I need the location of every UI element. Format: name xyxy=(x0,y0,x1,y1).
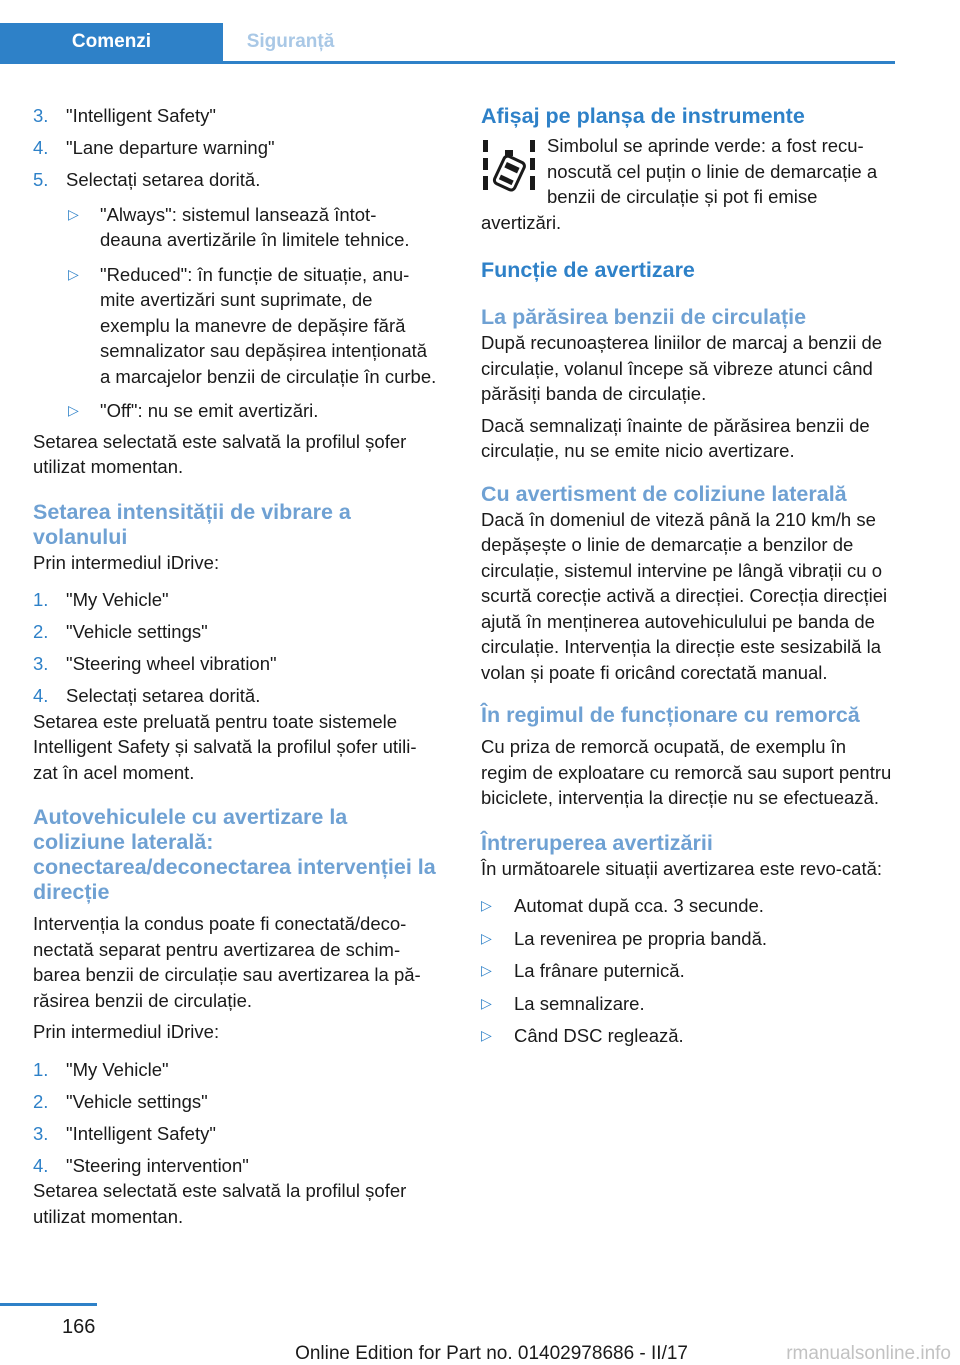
option-text: "Reduced": în funcție de situație, anu‐mite avertizări sunt suprimate, de exemplu la manevre de depășire fără semnalizator sau depășirea intenționată a marcajelor benzii de circulație în curbe. xyxy=(100,263,437,387)
step-number: 4. xyxy=(33,685,49,706)
list-item xyxy=(33,167,437,193)
triangle-bullet-icon: ▷ xyxy=(481,1027,492,1043)
list-item xyxy=(33,135,437,161)
option-text: "Always": sistemul lansează întot‐deauna avertizările în limitele tehnice. xyxy=(100,203,410,250)
triangle-bullet-icon: ▷ xyxy=(68,205,79,222)
step-number: 2. xyxy=(33,621,49,642)
section-heading: Funcție de avertizare xyxy=(481,258,695,282)
list-text: Când DSC reglează. xyxy=(514,1025,684,1046)
step-text: "Steering wheel vibration" xyxy=(66,653,277,674)
step-number: 4. xyxy=(33,137,49,158)
subsection-heading: La părăsirea benzii de circulație xyxy=(481,305,807,329)
step-number: 1. xyxy=(33,1058,49,1080)
left-column xyxy=(33,103,437,1235)
list-item xyxy=(481,893,897,919)
list-text: La frânare puternică. xyxy=(514,960,685,981)
edition-note: Online Edition for Part no. 01402978686 - II/17 xyxy=(295,1343,688,1364)
step-number: 1. xyxy=(33,589,49,610)
list-item xyxy=(481,1023,897,1049)
list-text: La revenirea pe propria bandă. xyxy=(514,927,768,949)
subsection-heading: În regimul de funcționare cu remorcă xyxy=(481,703,860,727)
paragraph: Setarea selectată este salvată la profilul șofer utilizat momentan. xyxy=(33,1180,407,1227)
header-tabs xyxy=(0,23,895,64)
list-item xyxy=(33,1121,437,1147)
paragraph: În următoarele situații avertizarea este revo‐cată: xyxy=(481,857,883,879)
section-heading: Setarea intensității de vibrare a volanului xyxy=(33,499,351,549)
paragraph: Cu priza de remorcă ocupată, de exemplu în regim de exploatare cu remorcă sau suport pentru biciclete, intervenția la direcție nu se efectuează. xyxy=(481,736,892,808)
tab-comenzi[interactable]: Comenzi xyxy=(0,23,223,61)
subsection-heading: Cu avertisment de coliziune laterală xyxy=(481,481,847,506)
list-item xyxy=(33,587,437,613)
paragraph: Prin intermediul iDrive: xyxy=(33,1021,220,1042)
option-item xyxy=(33,202,437,253)
list-item xyxy=(33,619,437,645)
step-number: 4. xyxy=(33,1154,49,1176)
triangle-bullet-icon: ▷ xyxy=(481,929,492,946)
paragraph: Prin intermediul iDrive: xyxy=(33,551,220,573)
option-item xyxy=(33,398,437,424)
list-item xyxy=(33,1089,437,1115)
step-text: "Vehicle settings" xyxy=(66,1090,208,1112)
triangle-bullet-icon: ▷ xyxy=(68,265,79,282)
paragraph: După recunoașterea liniilor de marcaj a benzii de circulație, volanul începe să vibreze atunci când părăsiți banda de circulație. xyxy=(481,332,883,404)
step-number: 2. xyxy=(33,1090,49,1112)
section-heading: Afișaj pe planșa de instrumente xyxy=(481,104,805,128)
triangle-bullet-icon: ▷ xyxy=(481,897,492,913)
step-number: 3. xyxy=(33,653,49,674)
lane-departure-icon xyxy=(481,136,537,194)
list-text: La semnalizare. xyxy=(514,992,645,1014)
list-item xyxy=(33,651,437,677)
paragraph: Dacă semnalizați înainte de părăsirea benzii de circulație, nu se emite nicio avertizare. xyxy=(481,414,870,461)
tab-siguranta[interactable]: Siguranță xyxy=(246,31,335,52)
step-number: 3. xyxy=(33,105,49,126)
list-item xyxy=(33,683,437,709)
step-text: "Vehicle settings" xyxy=(66,621,208,642)
section-heading: Autovehiculele cu avertizare la coliziune laterală: conectarea/deconectarea intervenției la direcție xyxy=(33,805,436,904)
list-item xyxy=(481,991,897,1017)
list-text: Automat după cca. 3 secunde. xyxy=(514,895,764,916)
list-item xyxy=(481,958,897,984)
step-text: "My Vehicle" xyxy=(66,1058,169,1080)
watermark: rmanualsonline.info xyxy=(786,1343,951,1364)
paragraph: Intervenția la condus poate fi conectată/deco‐nectată separat pentru avertizarea de schim‐barea benzii de circulație sau avertizarea la pă‐răsirea benzii de circulație. xyxy=(33,913,421,1011)
step-text: Selectați setarea dorită. xyxy=(66,685,261,706)
step-number: 3. xyxy=(33,1122,49,1144)
step-text: "Intelligent Safety" xyxy=(66,1122,216,1144)
step-text: "Intelligent Safety" xyxy=(66,105,216,126)
subsection-heading: Întreruperea avertizării xyxy=(481,830,713,855)
triangle-bullet-icon: ▷ xyxy=(481,962,492,978)
step-number: 5. xyxy=(33,169,49,190)
step-text: "Steering intervention" xyxy=(66,1154,249,1176)
step-text: "Lane departure warning" xyxy=(66,137,275,158)
step-text: Selectați setarea dorită. xyxy=(66,169,261,190)
list-item xyxy=(33,1057,437,1083)
page-number: 166 xyxy=(62,1316,96,1338)
paragraph: Simbolul se aprinde verde: a fost recu‐noscută cel puțin o linie de demarcație a benzii de circulație și pot fi emise avertizări. xyxy=(481,135,878,233)
option-text: "Off": nu se emit avertizări. xyxy=(100,400,319,421)
triangle-bullet-icon: ▷ xyxy=(481,994,492,1011)
footer-rule xyxy=(0,1303,97,1306)
paragraph: Setarea selectată este salvată la profilul șofer utilizat momentan. xyxy=(33,430,407,477)
list-item xyxy=(33,103,437,129)
paragraph: Dacă în domeniul de viteză până la 210 km/h se depășește o linie de demarcație a benzilor de circulație, sistemul intervine pe lângă vibrații cu o scurtă corecție activă a direcției. Corecția direcției ajută în menținerea autovehiculului pe banda de circulație. Intervenția la direcție este sesizabilă la volan și poate fi oricând corectată manual. xyxy=(481,508,888,683)
right-column xyxy=(481,103,897,1056)
paragraph: Setarea este preluată pentru toate sistemele Intelligent Safety și salvată la profilul șofer utili‐zat în acel moment. xyxy=(33,710,417,783)
list-item xyxy=(33,1153,437,1179)
step-text: "My Vehicle" xyxy=(66,589,169,610)
option-item xyxy=(33,262,437,390)
list-item xyxy=(481,926,897,952)
triangle-bullet-icon: ▷ xyxy=(68,402,79,418)
